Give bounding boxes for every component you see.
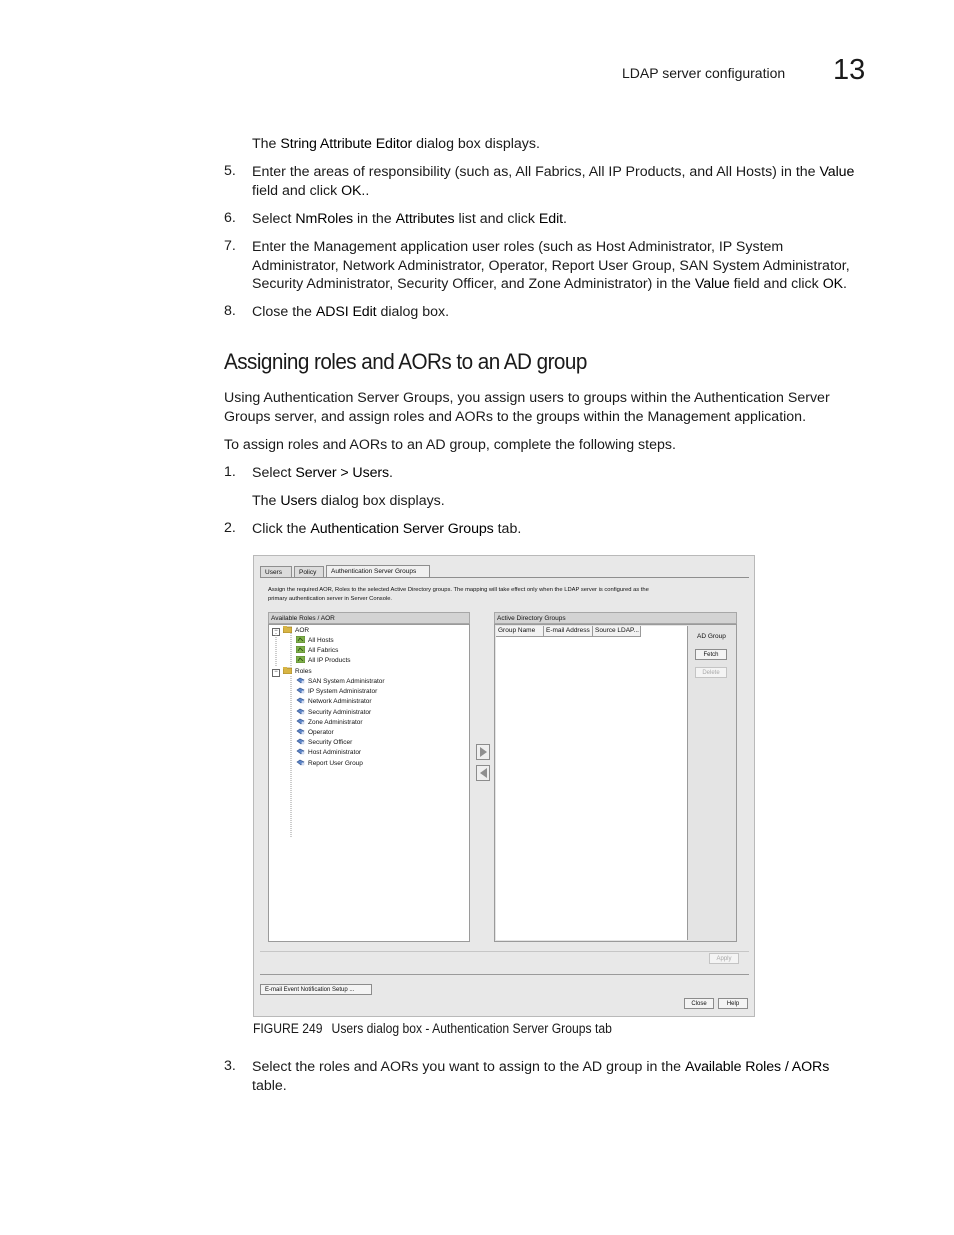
collapse-icon[interactable]: − (272, 669, 280, 677)
column-header[interactable]: E-mail Address (544, 626, 593, 637)
tree-item-role[interactable]: Security Administrator (296, 708, 371, 717)
divider (260, 974, 749, 975)
step-text: Enter the areas of responsibility (such as, All Fabrics, All IP Products, and All Hosts) in the Value (252, 164, 855, 180)
delete-button[interactable]: Delete (695, 667, 727, 678)
step-text: field and click OK.. (252, 183, 370, 199)
aor-icon (296, 636, 305, 643)
tab-policy[interactable]: Policy (294, 566, 324, 577)
section-heading: Assigning roles and AORs to an AD group (224, 349, 587, 374)
paragraph: Using Authentication Server Groups, you assign users to groups within the Authentication Server (224, 390, 830, 406)
arrow-left-icon (477, 766, 489, 780)
column-header[interactable]: Group Name (496, 626, 544, 637)
step-text: Click the Authentication Server Groups tab. (252, 521, 522, 537)
apply-button[interactable]: Apply (709, 953, 739, 964)
tree-item-role[interactable]: Security Officer (296, 738, 352, 747)
step-number: 5. (224, 163, 236, 179)
role-icon (296, 748, 305, 755)
tree-item-role[interactable]: Operator (296, 728, 334, 737)
figure-caption: FIGURE 249 Users dialog box - Authentication Server Groups tab (253, 1021, 612, 1036)
step-text: Select Server > Users. (252, 465, 393, 481)
intro-line: The String Attribute Editor dialog box displays. (252, 136, 540, 152)
tab-authentication-server-groups[interactable]: Authentication Server Groups (326, 565, 430, 578)
folder-icon (283, 626, 292, 633)
move-left-button[interactable] (476, 765, 490, 781)
step-text: table. (252, 1078, 287, 1094)
collapse-icon[interactable]: − (272, 628, 280, 636)
move-right-button[interactable] (476, 744, 490, 760)
tab-users[interactable]: Users (260, 566, 292, 577)
tree-item-role[interactable]: IP System Administrator (296, 687, 377, 696)
column-header[interactable]: Source LDAP... (593, 626, 641, 637)
tree-item-aor[interactable]: All Fabrics (296, 646, 338, 655)
role-icon (296, 759, 305, 766)
fetch-button[interactable]: Fetch (695, 649, 727, 660)
tree-item-role[interactable]: Zone Administrator (296, 718, 363, 727)
tree-item-role[interactable]: SAN System Administrator (296, 677, 385, 686)
tree-item-aor[interactable]: All IP Products (296, 656, 351, 665)
step-subtext: The Users dialog box displays. (252, 493, 445, 509)
step-text: Administrator, Network Administrator, Operator, Report User Group, SAN System Administrator, (252, 258, 850, 274)
role-icon (296, 697, 305, 704)
role-icon (296, 687, 305, 694)
step-number: 1. (224, 464, 236, 480)
tree-item-aor[interactable]: All Hosts (296, 636, 334, 645)
close-button[interactable]: Close (684, 998, 714, 1009)
tree-node-aor[interactable]: − AOR (272, 626, 309, 636)
chapter-number: 13 (833, 54, 866, 86)
available-roles-tree[interactable] (268, 624, 470, 942)
tree-item-role[interactable]: Report User Group (296, 759, 363, 768)
arrow-right-icon (477, 745, 489, 759)
role-icon (296, 677, 305, 684)
ad-groups-table[interactable] (496, 626, 688, 940)
apply-bar (260, 951, 749, 973)
step-number: 2. (224, 520, 236, 536)
active-directory-groups-panel (494, 624, 737, 942)
tab-divider (260, 577, 749, 578)
step-text: Close the ADSI Edit dialog box. (252, 304, 450, 320)
step-text: Select NmRoles in the Attributes list and click Edit. (252, 211, 567, 227)
step-text: Security Administrator, Security Officer, and Zone Administrator) in the Value field and click OK. (252, 276, 847, 292)
step-number: 7. (224, 238, 236, 254)
running-header-title: LDAP server configuration (622, 65, 786, 81)
tree-node-roles[interactable]: − Roles (272, 667, 312, 677)
info-text: Assign the required AOR, Roles to the selected Active Directory groups. The mapping will take effect only when the LDAP server is configured as the primary authentication server in Server Console. (268, 587, 649, 602)
role-icon (296, 718, 305, 725)
paragraph: To assign roles and AORs to an AD group, complete the following steps. (224, 437, 676, 453)
tree-connector-lines (274, 633, 294, 837)
step-text: Select the roles and AORs you want to assign to the AD group in the Available Roles / AORs (252, 1059, 830, 1075)
tree-item-role[interactable]: Host Administrator (296, 748, 361, 757)
help-button[interactable]: Help (718, 998, 748, 1009)
available-roles-title: Available Roles / AOR (268, 612, 470, 624)
email-notification-setup-button[interactable]: E-mail Event Notification Setup ... (260, 984, 372, 995)
step-number: 3. (224, 1058, 236, 1074)
active-directory-groups-title: Active Directory Groups (494, 612, 737, 624)
tree-item-role[interactable]: Network Administrator (296, 697, 372, 706)
paragraph: Groups server, and assign roles and AORs to the groups within the Management application. (224, 409, 807, 425)
role-icon (296, 708, 305, 715)
step-number: 8. (224, 303, 236, 319)
aor-icon (296, 646, 305, 653)
role-icon (296, 738, 305, 745)
aor-icon (296, 656, 305, 663)
step-text: Enter the Management application user roles (such as Host Administrator, IP System (252, 239, 784, 255)
users-dialog-screenshot (253, 555, 755, 1017)
role-icon (296, 728, 305, 735)
step-number: 6. (224, 210, 236, 226)
ad-group-label: AD Group (697, 633, 726, 640)
